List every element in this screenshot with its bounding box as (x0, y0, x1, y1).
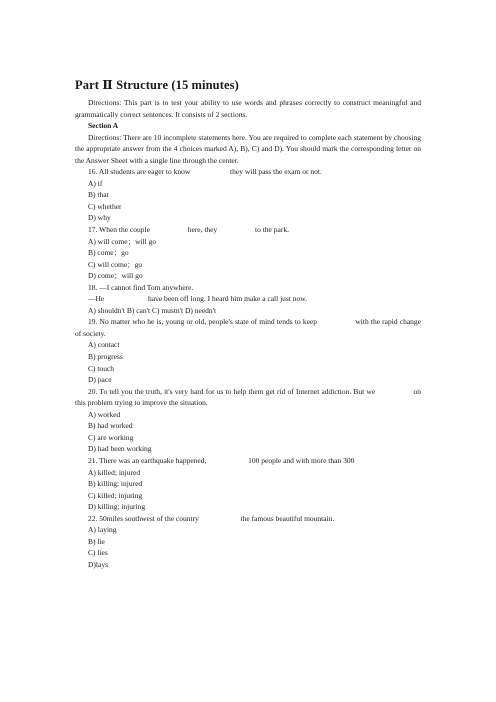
question-21 (75, 455, 421, 467)
q21-stem-start: 21. There was an earthquake happened, (88, 455, 207, 465)
q22-option-d: D)lays (88, 559, 108, 569)
q17-stem-start: 17. When the couple (88, 225, 150, 235)
answer-blank (219, 231, 253, 232)
answer-blank (152, 231, 186, 232)
q18-reply (75, 293, 421, 305)
q19-option-a: A) contact (88, 340, 120, 350)
q16-option-d: D) why (88, 213, 111, 223)
answer-blank (319, 323, 353, 324)
answer-blank (377, 393, 411, 394)
q16-option-a: A) if (88, 178, 103, 188)
part-heading: Part Ⅱ Structure (15 minutes) (75, 78, 239, 92)
q16-option-c: C) whether (88, 201, 122, 211)
section-directions: Directions: There are 10 incomplete statements here. You are required to complete each statement by choosing the appropriate answer from the 4 choices marked A), B), C) and D). You should mark the corresponding letter on the Answer Sheet with a single line through the center. (75, 132, 421, 165)
q20-stem-end: on this problem trying to improve the situation. (75, 386, 421, 408)
question-18: 18. —I cannot find Tom anywhere. (88, 282, 194, 292)
q21-option-c: C) killed; injuring (88, 490, 143, 500)
q20-option-c: C) are working (88, 432, 134, 442)
q16-option-b: B) that (88, 190, 109, 200)
q20-stem-start: 20. To tell you the truth, it's very hard for us to help them get rid of Internet addiction. But we (88, 386, 376, 396)
q22-option-b: B) lie (88, 536, 105, 546)
q16-stem-start: 16. All students are eager to know (88, 167, 191, 177)
q20-option-b: B) had worked (88, 421, 133, 431)
q17-option-c: C) will come；go (88, 259, 143, 269)
q19-stem-end: with the rapid change of society. (75, 317, 421, 338)
q21-option-b: B) killing; injured (88, 479, 143, 489)
q20-option-d: D) had been working (88, 444, 152, 454)
q17-option-b: B) come；go (88, 248, 129, 258)
q17-option-a: A) will come；will go (88, 236, 157, 246)
question-19 (75, 316, 421, 339)
exam-content (75, 97, 421, 570)
answer-blank (201, 520, 239, 521)
section-label: Section A (88, 121, 119, 131)
q22-option-c: C) lies (88, 548, 108, 558)
q16-stem-end: they will pass the exam or not. (230, 167, 322, 177)
q21-option-d: D) killing; injuring (88, 502, 146, 512)
answer-blank (208, 462, 246, 463)
question-16 (75, 166, 421, 178)
q19-option-c: C) touch (88, 363, 115, 373)
q19-stem-start: 19. No matter who he is, young or old, people's state of mind tends to keep (88, 317, 318, 327)
q20-option-a: A) worked (88, 409, 121, 419)
q18-reply-start: —He (88, 294, 105, 304)
main-directions: Directions: This part is to test your ability to use words and phrases correctly to construct meaningful and grammatically correct sentences. It consists of 2 sections. (75, 98, 421, 119)
q17-option-d: D) come；will go (88, 271, 143, 281)
q19-option-b: B) progress (88, 352, 123, 362)
q17-stem-end: to the park. (255, 225, 289, 235)
q17-stem-mid: here, they (187, 225, 218, 235)
question-20 (75, 386, 421, 409)
q22-stem-end: the famous beautiful mountain. (240, 513, 335, 523)
q22-stem-start: 22. 50miles southwest of the country (88, 513, 199, 523)
question-17 (75, 224, 421, 236)
q21-stem-end: 100 people and with more than 300 (248, 455, 355, 465)
question-22 (75, 513, 421, 525)
answer-blank (106, 300, 146, 301)
q18-reply-end: have been off long. I heard him make a call just now. (148, 294, 308, 304)
q19-option-d: D) pace (88, 375, 112, 385)
answer-blank (192, 173, 228, 174)
q21-option-a: A) killed; injured (88, 467, 141, 477)
q18-options: A) shouldn't B) can't C) mustn't D) needn't (88, 305, 217, 315)
q22-option-a: A) laying (88, 525, 117, 535)
